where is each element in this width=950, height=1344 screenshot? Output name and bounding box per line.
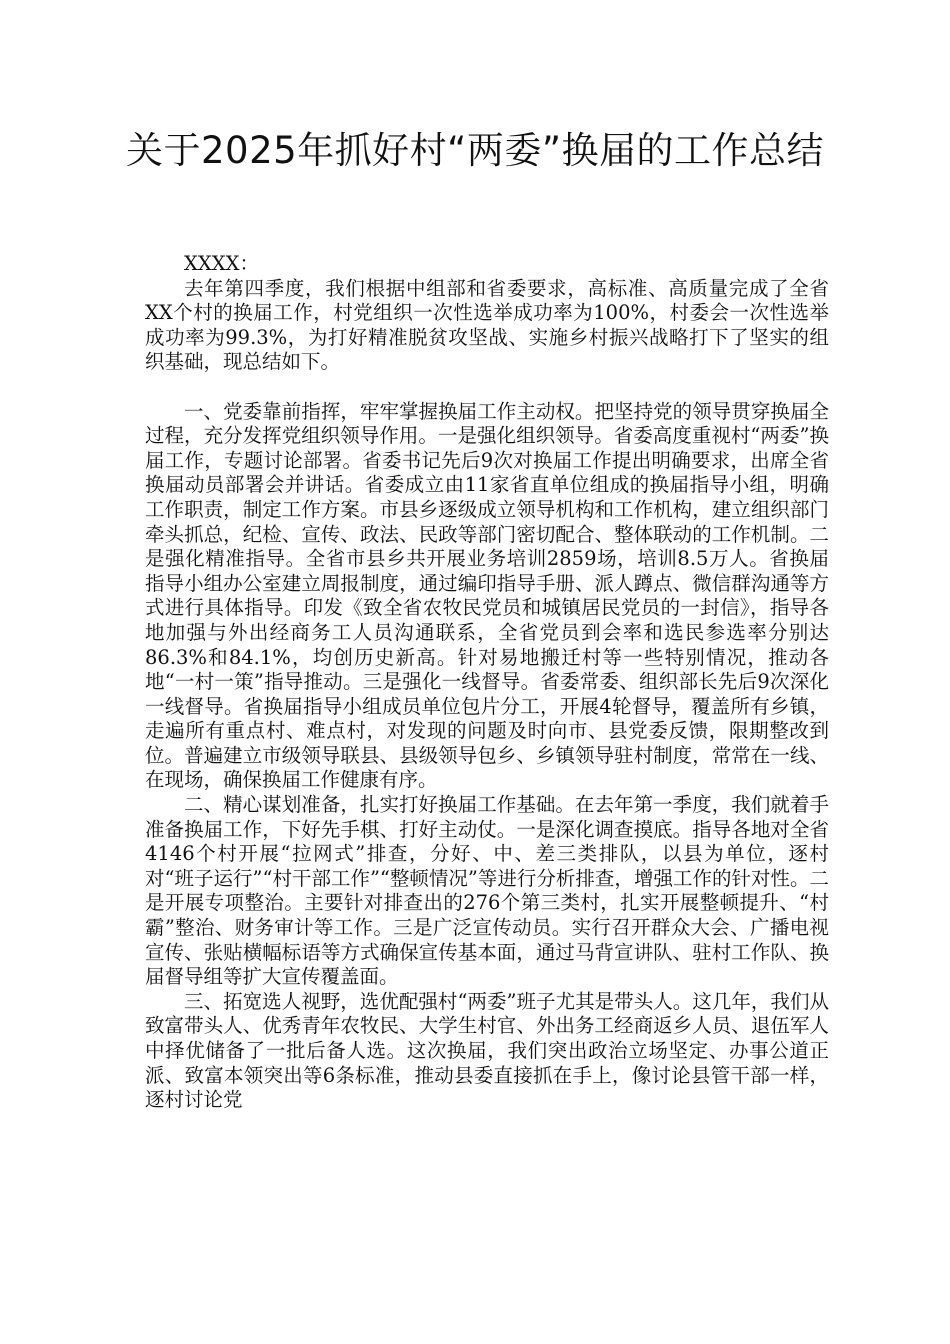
paragraph-intro: 去年第四季度，我们根据中组部和省委要求，高标准、高质量完成了全省XX个村的换届工作，村党组织一次性选举成功率为100%，村委会一次性选举成功率为99.3%，为打好精准脱贫攻坚战、实施乡村振兴战略打下了坚实的组织基础，现总结如下。 [145, 276, 829, 374]
document-title: 关于2025年抓好村“两委”换届的工作总结 [126, 129, 824, 172]
paragraph-section-3: 三、拓宽选人视野，选优配强村“两委”班子尤其是带头人。这几年，我们从致富带头人、优秀青年农牧民、大学生村官、外出务工经商返乡人员、退伍军人中择优储备了一批后备人选。这次换届，我们突出政治立场坚定、办事公道正派、致富本领突出等6条标准，推动县委直接抓在手上，像讨论县管干部一样，逐村讨论党 [145, 989, 829, 1112]
paragraph-spacer [145, 375, 829, 400]
paragraph-section-1: 一、党委靠前指挥，牢牢掌握换届工作主动权。把坚持党的领导贯穿换届全过程，充分发挥党组织领导作用。一是强化组织领导。省委高度重视村“两委”换届工作，专题讨论部署。省委书记先后9次对换届工作提出明确要求，出席全省换届动员部署会并讲话。省委成立由11家省直单位组成的换届指导小组，明确工作职责，制定工作方案。市县乡逐级成立领导机构和工作机构，建立组织部门牵头抓总，纪检、宣传、政法、民政等部门密切配合、整体联动的工作机制。二是强化精准指导。全省市县乡共开展业务培训2859场，培训8.5万人。省换届指导小组办公室建立周报制度，通过编印指导手册、派人蹲点、微信群沟通等方式进行具体指导。印发《致全省农牧民党员和城镇居民党员的一封信》，指导各地加强与外出经商务工人员沟通联系，全省党员到会率和选民参选率分别达86.3%和84.1%，均创历史新高。针对易地搬迁村等一些特别情况，推动各地“一村一策”指导推动。三是强化一线督导。省委常委、组织部长先后9次深化一线督导。省换届指导小组成员单位包片分工，开展4轮督导，覆盖所有乡镇，走遍所有重点村、难点村，对发现的问题及时向市、县党委反馈，限期整改到位。普遍建立市级领导联县、县级领导包乡、乡镇领导驻村制度，常常在一线、在现场，确保换届工作健康有序。 [145, 399, 829, 792]
paragraph-section-2: 二、精心谋划准备，扎实打好换届工作基础。在去年第一季度，我们就着手准备换届工作，下好先手棋、打好主动仗。一是深化调查摸底。指导各地对全省4146个村开展“拉网式”排查，分好、中、差三类排队，以县为单位，逐村对“班子运行”“村干部工作”“整顿情况”等进行分析排查，增强工作的针对性。二是开展专项整治。主要针对排查出的276个第三类村，扎实开展整顿提升、“村霸”整治、财务审计等工作。三是广泛宣传动员。实行召开群众大会、广播电视宣传、张贴横幅标语等方式确保宣传基本面，通过马背宣讲队、驻村工作队、换届督导组等扩大宣传覆盖面。 [145, 793, 829, 989]
document-body [145, 252, 829, 1113]
salutation: XXXX： [184, 252, 260, 275]
